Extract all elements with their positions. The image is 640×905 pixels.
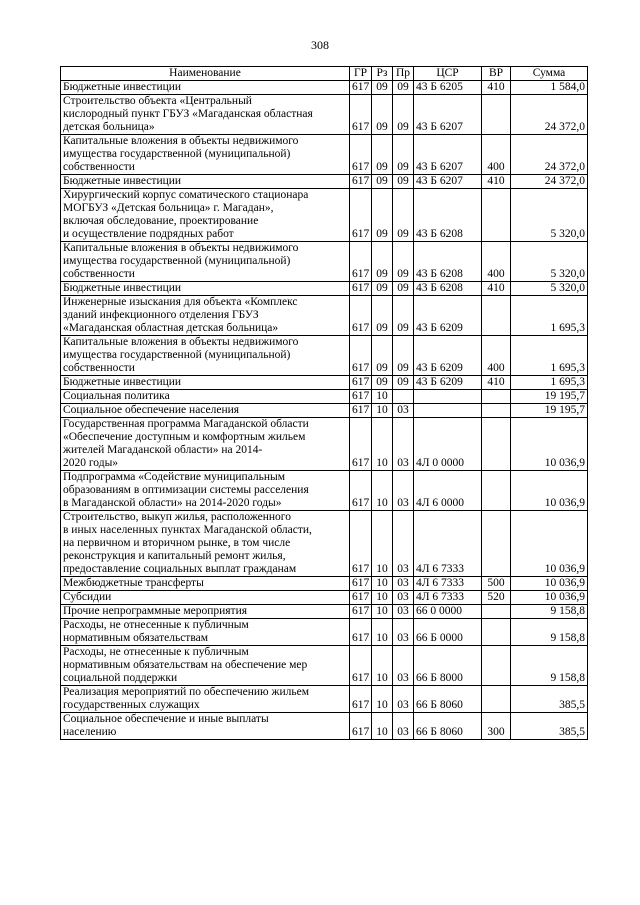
row-name-line: детская больница» xyxy=(63,121,155,133)
column-header-csr: ЦСР xyxy=(414,67,482,81)
table-row xyxy=(61,81,588,95)
row-gr: 617 xyxy=(350,376,372,390)
row-vr xyxy=(482,418,511,471)
row-pr: 03 xyxy=(393,404,414,418)
table-row xyxy=(61,605,588,619)
row-name-line: Реализация мероприятий по обеспечению жильем xyxy=(63,686,309,698)
row-name-line: социальной поддержки xyxy=(63,672,178,684)
row-name xyxy=(61,189,350,242)
row-csr: 43 Б 6209 xyxy=(414,296,482,336)
row-name-line: Расходы, не отнесенные к публичным xyxy=(63,619,249,631)
table-row xyxy=(61,591,588,605)
row-name-line: Бюджетные инвестиции xyxy=(63,81,182,93)
row-name xyxy=(61,471,350,511)
row-pr: 09 xyxy=(393,296,414,336)
row-vr xyxy=(482,511,511,577)
row-pr: 09 xyxy=(393,175,414,189)
row-vr xyxy=(482,471,511,511)
row-pr: 09 xyxy=(393,336,414,376)
row-gr: 617 xyxy=(350,471,372,511)
row-sum: 385,5 xyxy=(511,713,588,740)
row-name-line: на первичном и вторичном рынке, в том числе xyxy=(63,537,291,549)
row-name-line: Строительство, выкуп жилья, расположенного xyxy=(63,511,291,523)
column-header-vr: ВР xyxy=(482,67,511,81)
row-name xyxy=(61,619,350,646)
row-name xyxy=(61,390,350,404)
row-sum: 1 584,0 xyxy=(511,81,588,95)
row-name-line: 2020 годы» xyxy=(63,457,119,469)
row-rz: 10 xyxy=(372,713,393,740)
row-csr: 43 Б 6207 xyxy=(414,95,482,135)
row-rz: 10 xyxy=(372,418,393,471)
row-name-line: Строительство объекта «Центральный xyxy=(63,95,252,107)
row-rz: 09 xyxy=(372,135,393,175)
row-rz: 10 xyxy=(372,390,393,404)
row-gr: 617 xyxy=(350,135,372,175)
row-csr: 43 Б 6205 xyxy=(414,81,482,95)
row-sum: 19 195,7 xyxy=(511,390,588,404)
table-row xyxy=(61,189,588,242)
row-name-line: нормативным обязательствам xyxy=(63,632,208,644)
row-name xyxy=(61,646,350,686)
row-name xyxy=(61,242,350,282)
row-vr: 410 xyxy=(482,81,511,95)
row-pr: 09 xyxy=(393,282,414,296)
row-name-line: имущества государственной (муниципальной) xyxy=(63,255,291,267)
column-header-sum: Сумма xyxy=(511,67,588,81)
row-gr: 617 xyxy=(350,390,372,404)
row-gr: 617 xyxy=(350,619,372,646)
row-gr: 617 xyxy=(350,175,372,189)
row-pr: 09 xyxy=(393,242,414,282)
row-name-line: Социальное обеспечение населения xyxy=(63,404,240,416)
row-name-line: собственности xyxy=(63,268,135,280)
row-sum: 1 695,3 xyxy=(511,296,588,336)
row-rz: 10 xyxy=(372,591,393,605)
row-sum: 19 195,7 xyxy=(511,404,588,418)
row-vr xyxy=(482,390,511,404)
row-csr: 43 Б 6209 xyxy=(414,376,482,390)
row-pr: 03 xyxy=(393,619,414,646)
row-gr: 617 xyxy=(350,282,372,296)
row-vr: 410 xyxy=(482,282,511,296)
row-vr: 410 xyxy=(482,376,511,390)
row-sum: 10 036,9 xyxy=(511,471,588,511)
row-name xyxy=(61,605,350,619)
row-sum: 1 695,3 xyxy=(511,376,588,390)
row-vr xyxy=(482,605,511,619)
row-gr: 617 xyxy=(350,418,372,471)
row-name-line: МОГБУЗ «Детская больница» г. Магадан», xyxy=(63,202,274,214)
row-rz: 09 xyxy=(372,81,393,95)
row-rz: 10 xyxy=(372,511,393,577)
row-csr: 43 Б 6209 xyxy=(414,336,482,376)
row-vr xyxy=(482,619,511,646)
table-header-row xyxy=(61,67,588,81)
row-csr: 4Л 6 7333 xyxy=(414,591,482,605)
row-name xyxy=(61,577,350,591)
column-header-pr: Пр xyxy=(393,67,414,81)
row-pr: 09 xyxy=(393,135,414,175)
row-pr: 03 xyxy=(393,577,414,591)
row-vr xyxy=(482,646,511,686)
row-name-line: зданий инфекционного отделения ГБУЗ xyxy=(63,309,259,321)
row-rz: 10 xyxy=(372,646,393,686)
row-csr: 66 Б 0000 xyxy=(414,619,482,646)
row-csr: 4Л 0 0000 xyxy=(414,418,482,471)
row-name-line: собственности xyxy=(63,161,135,173)
row-name-line: Прочие непрограммные мероприятия xyxy=(63,605,248,617)
row-sum: 10 036,9 xyxy=(511,418,588,471)
row-name-line: Бюджетные инвестиции xyxy=(63,282,182,294)
table-row xyxy=(61,95,588,135)
row-name xyxy=(61,95,350,135)
row-rz: 09 xyxy=(372,336,393,376)
row-pr: 03 xyxy=(393,591,414,605)
row-pr: 03 xyxy=(393,646,414,686)
row-vr xyxy=(482,296,511,336)
row-name-line: собственности xyxy=(63,362,135,374)
table-row xyxy=(61,175,588,189)
row-csr: 43 Б 6207 xyxy=(414,175,482,189)
row-name xyxy=(61,282,350,296)
row-sum: 5 320,0 xyxy=(511,189,588,242)
row-name-line: имущества государственной (муниципальной) xyxy=(63,349,291,361)
row-sum: 10 036,9 xyxy=(511,591,588,605)
row-vr: 400 xyxy=(482,135,511,175)
table-row xyxy=(61,296,588,336)
row-csr: 66 0 0000 xyxy=(414,605,482,619)
row-rz: 09 xyxy=(372,296,393,336)
page-number: 308 xyxy=(311,38,329,52)
row-name xyxy=(61,511,350,577)
row-gr: 617 xyxy=(350,81,372,95)
table-row xyxy=(61,282,588,296)
row-vr: 520 xyxy=(482,591,511,605)
row-csr: 4Л 6 7333 xyxy=(414,577,482,591)
row-name xyxy=(61,418,350,471)
row-name-line: «Обеспечение доступным и комфортным жильем xyxy=(63,431,306,443)
row-name xyxy=(61,404,350,418)
row-name-line: Капитальные вложения в объекты недвижимого xyxy=(63,336,299,348)
row-name xyxy=(61,376,350,390)
row-gr: 617 xyxy=(350,713,372,740)
row-name-line: Государственная программа Магаданской области xyxy=(63,418,309,430)
row-name-line: Капитальные вложения в объекты недвижимого xyxy=(63,135,299,147)
row-vr xyxy=(482,189,511,242)
table-row xyxy=(61,619,588,646)
row-gr: 617 xyxy=(350,336,372,376)
row-vr xyxy=(482,404,511,418)
row-pr: 03 xyxy=(393,418,414,471)
row-name-line: включая обследование, проектирование xyxy=(63,215,259,227)
row-vr: 410 xyxy=(482,175,511,189)
table-row xyxy=(61,471,588,511)
row-name-line: Социальная политика xyxy=(63,390,170,402)
row-sum: 9 158,8 xyxy=(511,646,588,686)
row-name-line: нормативным обязательствам на обеспечение мер xyxy=(63,659,308,671)
row-rz: 10 xyxy=(372,577,393,591)
row-pr: 03 xyxy=(393,471,414,511)
row-csr: 43 Б 6208 xyxy=(414,242,482,282)
row-rz: 10 xyxy=(372,471,393,511)
row-vr: 400 xyxy=(482,336,511,376)
row-pr: 09 xyxy=(393,376,414,390)
table-row xyxy=(61,418,588,471)
row-rz: 10 xyxy=(372,605,393,619)
row-name-line: Расходы, не отнесенные к публичным xyxy=(63,646,249,658)
row-csr: 43 Б 6207 xyxy=(414,135,482,175)
row-vr: 500 xyxy=(482,577,511,591)
table-row xyxy=(61,390,588,404)
column-header-name: Наименование xyxy=(61,67,350,81)
row-rz: 10 xyxy=(372,619,393,646)
row-rz: 09 xyxy=(372,376,393,390)
row-sum: 24 372,0 xyxy=(511,135,588,175)
row-vr: 400 xyxy=(482,242,511,282)
row-pr: 03 xyxy=(393,605,414,619)
table-row xyxy=(61,135,588,175)
table-row xyxy=(61,577,588,591)
row-sum: 9 158,8 xyxy=(511,619,588,646)
row-vr: 300 xyxy=(482,713,511,740)
row-csr: 66 Б 8000 xyxy=(414,646,482,686)
row-sum: 5 320,0 xyxy=(511,242,588,282)
row-name xyxy=(61,135,350,175)
row-name-line: Бюджетные инвестиции xyxy=(63,376,182,388)
row-name-line: Хирургический корпус соматического стационара xyxy=(63,189,309,201)
row-name-line: Социальное обеспечение и иные выплаты xyxy=(63,713,269,725)
row-csr: 66 Б 8060 xyxy=(414,686,482,713)
row-gr: 617 xyxy=(350,686,372,713)
row-name-line: «Магаданская областная детская больница» xyxy=(63,322,279,334)
row-gr: 617 xyxy=(350,511,372,577)
row-rz: 09 xyxy=(372,95,393,135)
row-gr: 617 xyxy=(350,404,372,418)
row-name xyxy=(61,591,350,605)
row-name-line: Подпрограмма «Содействие муниципальным xyxy=(63,471,286,483)
table-row xyxy=(61,376,588,390)
column-header-gr: ГР xyxy=(350,67,372,81)
row-name-line: в Магаданской области» на 2014-2020 годы» xyxy=(63,497,282,509)
row-name-line: Субсидии xyxy=(63,591,112,603)
table-row xyxy=(61,404,588,418)
row-name-line: имущества государственной (муниципальной) xyxy=(63,148,291,160)
row-sum: 5 320,0 xyxy=(511,282,588,296)
row-name-line: жителей Магаданской области» на 2014- xyxy=(63,444,263,456)
row-name-line: Бюджетные инвестиции xyxy=(63,175,182,187)
row-vr xyxy=(482,95,511,135)
row-rz: 10 xyxy=(372,686,393,713)
row-name xyxy=(61,296,350,336)
row-name-line: и осуществление подрядных работ xyxy=(63,228,234,240)
row-csr xyxy=(414,390,482,404)
row-name xyxy=(61,686,350,713)
row-sum: 9 158,8 xyxy=(511,605,588,619)
row-pr xyxy=(393,390,414,404)
row-csr: 4Л 6 7333 xyxy=(414,511,482,577)
budget-table xyxy=(60,66,588,740)
row-name xyxy=(61,175,350,189)
row-gr: 617 xyxy=(350,577,372,591)
row-name-line: Капитальные вложения в объекты недвижимого xyxy=(63,242,299,254)
row-sum: 10 036,9 xyxy=(511,511,588,577)
row-rz: 09 xyxy=(372,175,393,189)
row-sum: 10 036,9 xyxy=(511,577,588,591)
row-name-line: государственных служащих xyxy=(63,699,200,711)
row-gr: 617 xyxy=(350,242,372,282)
row-csr: 43 Б 6208 xyxy=(414,282,482,296)
row-gr: 617 xyxy=(350,95,372,135)
row-csr xyxy=(414,404,482,418)
row-sum: 385,5 xyxy=(511,686,588,713)
row-pr: 09 xyxy=(393,95,414,135)
row-sum: 24 372,0 xyxy=(511,95,588,135)
column-header-rz: Рз xyxy=(372,67,393,81)
row-pr: 03 xyxy=(393,686,414,713)
row-name-line: в иных населенных пунктах Магаданской области, xyxy=(63,524,312,536)
row-csr: 4Л 6 0000 xyxy=(414,471,482,511)
table-row xyxy=(61,646,588,686)
row-csr: 43 Б 6208 xyxy=(414,189,482,242)
row-csr: 66 Б 8060 xyxy=(414,713,482,740)
row-rz: 09 xyxy=(372,189,393,242)
row-vr xyxy=(482,686,511,713)
table-row xyxy=(61,511,588,577)
table-row xyxy=(61,336,588,376)
row-gr: 617 xyxy=(350,605,372,619)
row-sum: 1 695,3 xyxy=(511,336,588,376)
row-pr: 03 xyxy=(393,713,414,740)
row-sum: 24 372,0 xyxy=(511,175,588,189)
row-name xyxy=(61,81,350,95)
row-name xyxy=(61,713,350,740)
row-name-line: Инженерные изыскания для объекта «Комплекс xyxy=(63,296,298,308)
row-pr: 09 xyxy=(393,81,414,95)
table-row xyxy=(61,242,588,282)
row-name-line: населению xyxy=(63,726,117,738)
table-row xyxy=(61,713,588,740)
row-rz: 09 xyxy=(372,242,393,282)
row-name-line: Межбюджетные трансферты xyxy=(63,577,204,589)
row-pr: 03 xyxy=(393,511,414,577)
row-name-line: реконструкция и капитальный ремонт жилья, xyxy=(63,550,286,562)
row-pr: 09 xyxy=(393,189,414,242)
row-name-line: кислородный пункт ГБУЗ «Магаданская областная xyxy=(63,108,313,120)
row-gr: 617 xyxy=(350,646,372,686)
table-row xyxy=(61,686,588,713)
row-name xyxy=(61,336,350,376)
row-name-line: образованиям в оптимизации системы расселения xyxy=(63,484,309,496)
row-rz: 10 xyxy=(372,404,393,418)
row-gr: 617 xyxy=(350,591,372,605)
row-name-line: предоставление социальных выплат гражданам xyxy=(63,563,297,575)
row-rz: 09 xyxy=(372,282,393,296)
row-gr: 617 xyxy=(350,296,372,336)
row-gr: 617 xyxy=(350,189,372,242)
